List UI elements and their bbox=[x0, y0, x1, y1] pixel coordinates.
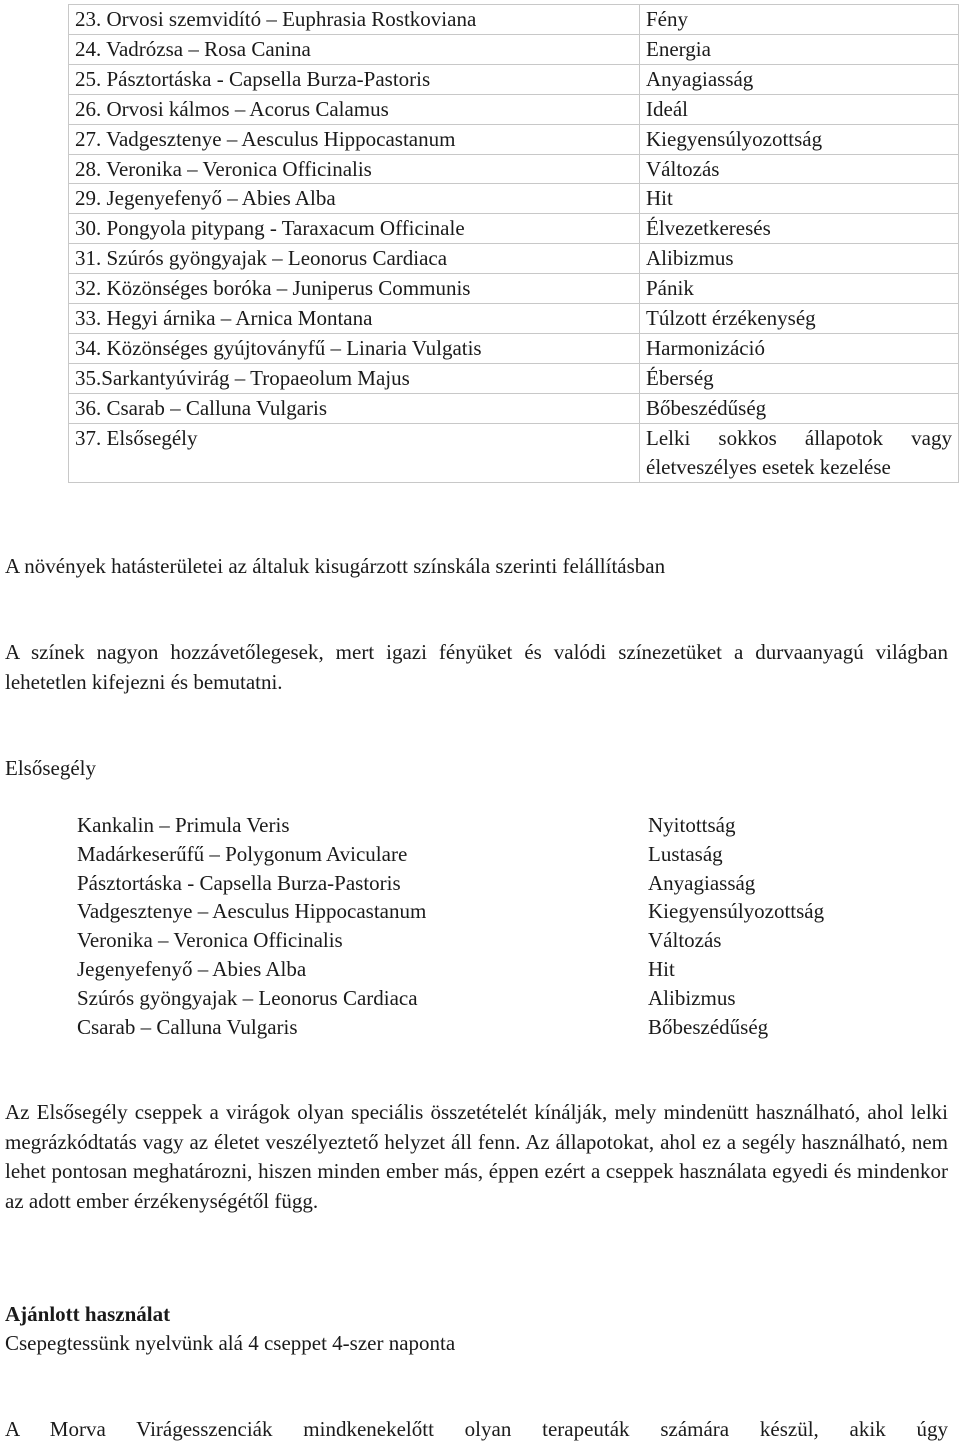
quality-cell: Pánik bbox=[640, 274, 959, 304]
plant-cell: 25. Pásztortáska - Capsella Burza-Pastoris bbox=[69, 64, 640, 94]
first-aid-plant: Jegenyefenyő – Abies Alba bbox=[77, 956, 307, 981]
plant-cell: 30. Pongyola pitypang - Taraxacum Officinale bbox=[69, 214, 640, 244]
closing-text: A Morva Virágesszenciák mindkenekelőtt olyan terapeuták számára készül, akik úgy bbox=[5, 1417, 948, 1441]
list-item bbox=[77, 1013, 937, 1042]
recommended-use-text: Csepegtessünk nyelvünk alá 4 cseppet 4-szer naponta bbox=[5, 1331, 456, 1355]
table-row bbox=[69, 124, 959, 154]
first-aid-heading: Elsősegély bbox=[5, 756, 96, 780]
first-aid-plant: Pásztortáska - Capsella Burza-Pastoris bbox=[77, 870, 401, 895]
table-row bbox=[69, 64, 959, 94]
table-row bbox=[69, 94, 959, 124]
list-item bbox=[77, 984, 937, 1013]
color-note: A növények hatásterületei az általuk kisugárzott színskála szerinti felállításban bbox=[5, 554, 666, 578]
list-item bbox=[77, 869, 937, 898]
table-row bbox=[69, 244, 959, 274]
plant-cell: 26. Orvosi kálmos – Acorus Calamus bbox=[69, 94, 640, 124]
table-row bbox=[69, 34, 959, 64]
plant-cell: 31. Szúrós gyöngyajak – Leonorus Cardiaca bbox=[69, 244, 640, 274]
plant-cell: 32. Közönséges boróka – Juniperus Communis bbox=[69, 274, 640, 304]
first-aid-quality: Lustaság bbox=[648, 841, 723, 866]
quality-cell: Anyagiasság bbox=[640, 64, 959, 94]
plant-cell: 27. Vadgesztenye – Aesculus Hippocastanum bbox=[69, 124, 640, 154]
plant-cell: 33. Hegyi árnika – Arnica Montana bbox=[69, 304, 640, 334]
first-aid-plant: Madárkeserűfű – Polygonum Aviculare bbox=[77, 841, 408, 866]
table-row bbox=[69, 423, 959, 482]
quality-cell: Élvezetkeresés bbox=[640, 214, 959, 244]
quality-cell: Kiegyensúlyozottság bbox=[640, 124, 959, 154]
list-item bbox=[77, 840, 937, 869]
plant-cell: 24. Vadrózsa – Rosa Canina bbox=[69, 34, 640, 64]
table-row bbox=[69, 304, 959, 334]
plant-cell: 35.Sarkantyúvirág – Tropaeolum Majus bbox=[69, 363, 640, 393]
first-aid-list bbox=[77, 811, 937, 1041]
table-row bbox=[69, 363, 959, 393]
table-row bbox=[69, 184, 959, 214]
plant-cell: 37. Elsősegély bbox=[69, 423, 640, 482]
list-item bbox=[77, 897, 937, 926]
first-aid-plant: Csarab – Calluna Vulgaris bbox=[77, 1014, 298, 1039]
remedy-table-body bbox=[69, 5, 959, 483]
first-aid-quality: Változás bbox=[648, 928, 722, 953]
first-aid-quality: Kiegyensúlyozottság bbox=[648, 899, 825, 924]
first-aid-plant: Vadgesztenye – Aesculus Hippocastanum bbox=[77, 899, 427, 924]
first-aid-description: Az Elsősegély cseppek a virágok olyan speciális összetételét kínálják, mely mindenütt használható, ahol lelki megrázkódtatás vagy az életet veszélyeztető helyzet áll fenn. Az állapotokat, ahol ez a segély használható, nem lehet pontosan meghatározni, hiszen minden ember más, éppen ezért a cseppek használata egyedi és mindenkor az adott ember érzékenységétől függ. bbox=[5, 1100, 948, 1213]
table-row bbox=[69, 393, 959, 423]
first-aid-quality: Alibizmus bbox=[648, 985, 736, 1010]
table-row bbox=[69, 274, 959, 304]
quality-cell: Harmonizáció bbox=[640, 333, 959, 363]
plant-cell: 36. Csarab – Calluna Vulgaris bbox=[69, 393, 640, 423]
plant-cell: 34. Közönséges gyújtoványfű – Linaria Vulgatis bbox=[69, 333, 640, 363]
recommended-use-heading: Ajánlott használat bbox=[5, 1302, 171, 1326]
table-row bbox=[69, 154, 959, 184]
quality-cell: Energia bbox=[640, 34, 959, 64]
plant-cell: 29. Jegenyefenyő – Abies Alba bbox=[69, 184, 640, 214]
first-aid-plant: Veronika – Veronica Officinalis bbox=[77, 928, 343, 953]
table-row bbox=[69, 333, 959, 363]
plant-cell: 23. Orvosi szemvidító – Euphrasia Rostkoviana bbox=[69, 5, 640, 35]
quality-cell: Hit bbox=[640, 184, 959, 214]
quality-cell: Bőbeszédűség bbox=[640, 393, 959, 423]
first-aid-plant: Kankalin – Primula Veris bbox=[77, 813, 290, 837]
table-row bbox=[69, 5, 959, 35]
quality-cell: Változás bbox=[640, 154, 959, 184]
remedy-table bbox=[68, 4, 959, 483]
quality-cell: Lelki sokkos állapotok vagy életveszélyes esetek kezelése bbox=[640, 423, 959, 482]
list-item bbox=[77, 926, 937, 955]
list-item bbox=[77, 811, 937, 840]
quality-cell: Alibizmus bbox=[640, 244, 959, 274]
first-aid-quality: Anyagiasság bbox=[648, 870, 756, 895]
table-row bbox=[69, 214, 959, 244]
first-aid-plant: Szúrós gyöngyajak – Leonorus Cardiaca bbox=[77, 985, 418, 1010]
quality-cell: Éberség bbox=[640, 363, 959, 393]
list-item bbox=[77, 955, 937, 984]
quality-cell: Fény bbox=[640, 5, 959, 35]
colors-disclaimer: A színek nagyon hozzávetőlegesek, mert igazi fényüket és valódi színezetüket a durvaanyagú világban lehetetlen kifejezni és bemutatni. bbox=[5, 640, 948, 694]
first-aid-quality: Hit bbox=[648, 956, 675, 981]
plant-cell: 28. Veronika – Veronica Officinalis bbox=[69, 154, 640, 184]
quality-cell: Túlzott érzékenység bbox=[640, 304, 959, 334]
first-aid-quality: Nyitottság bbox=[648, 813, 736, 837]
quality-cell: Ideál bbox=[640, 94, 959, 124]
first-aid-quality: Bőbeszédűség bbox=[648, 1014, 769, 1039]
